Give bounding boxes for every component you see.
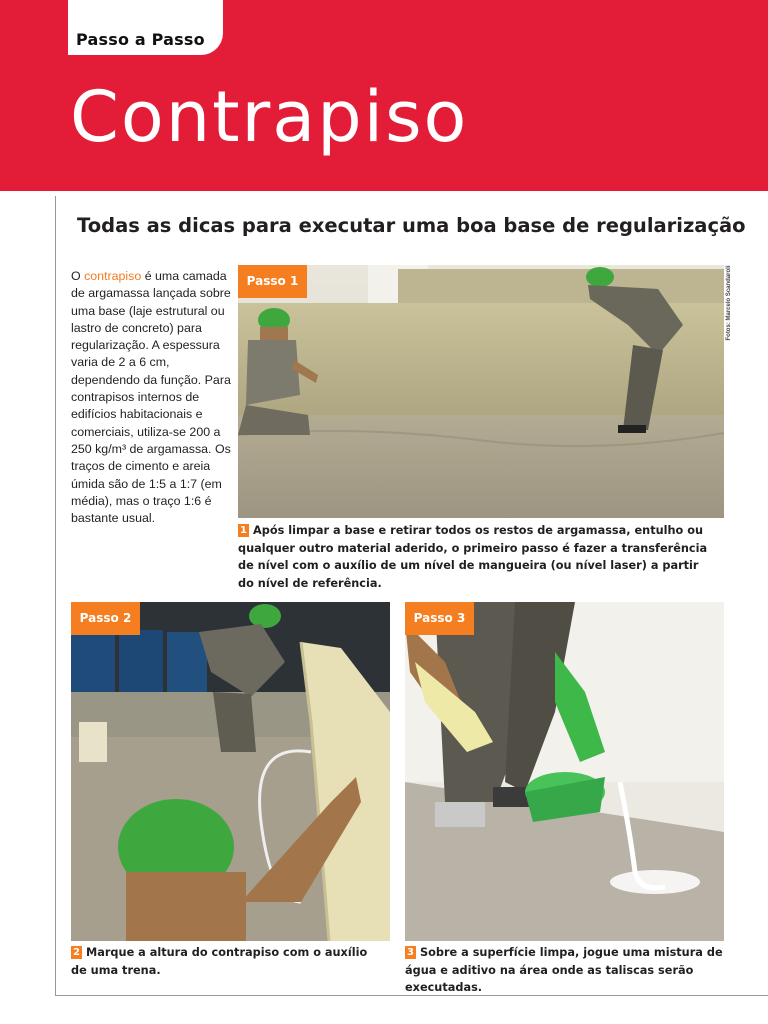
step2-photo bbox=[71, 602, 390, 941]
step1-photo bbox=[238, 265, 724, 518]
header-banner bbox=[0, 0, 768, 191]
section-label: Passo a Passo bbox=[76, 30, 205, 49]
frame-line-vertical bbox=[55, 196, 56, 996]
intro-part1: O bbox=[71, 269, 85, 283]
photo-credit bbox=[722, 266, 736, 346]
intro-part2: é uma camada de argamassa lançada sobre uma base (laje estrutural ou lastro de concreto) para regularização. A espessura varia de 2 a 6 cm, dependendo da função. Para contrapisos internos de edifícios habitacionais e comerciais, utiliza-se 200 a 250 kg/m³ de argamassa. Os traços de cimento e areia úmida são de 1:5 a 1:7 (em média), mas o traço 1:6 é bastante usual. bbox=[71, 269, 231, 526]
step1-caption bbox=[238, 522, 718, 592]
step2-caption-text: Marque a altura do contrapiso com o auxílio de uma trena. bbox=[71, 946, 368, 977]
step2-badge: Passo 2 bbox=[71, 602, 140, 635]
page-title: Contrapiso bbox=[70, 76, 469, 158]
step3-badge: Passo 3 bbox=[405, 602, 474, 635]
intro-text bbox=[71, 268, 231, 527]
step3-number: 3 bbox=[405, 946, 416, 959]
intro-highlight: contrapiso bbox=[84, 269, 142, 283]
step3-photo bbox=[405, 602, 724, 941]
step2-number: 2 bbox=[71, 946, 82, 959]
photo-credit-text: Fotos: Marcelo Scandaroli bbox=[726, 265, 732, 341]
step1-caption-text: Após limpar a base e retirar todos os restos de argamassa, entulho ou qualquer outro material aderido, o primeiro passo é fazer a transferência de nível com o auxílio de um nível de mangueira (ou nível laser) a partir do nível de referência. bbox=[238, 524, 708, 590]
page-subtitle: Todas as dicas para executar uma boa base de regularização bbox=[77, 214, 746, 237]
step1-number: 1 bbox=[238, 524, 249, 537]
section-tab bbox=[68, 0, 223, 55]
step3-caption bbox=[405, 944, 725, 997]
step3-caption-text: Sobre a superfície limpa, jogue uma mistura de água e aditivo na área onde as taliscas serão executadas. bbox=[405, 946, 723, 994]
step2-caption bbox=[71, 944, 371, 979]
step1-badge: Passo 1 bbox=[238, 265, 307, 298]
